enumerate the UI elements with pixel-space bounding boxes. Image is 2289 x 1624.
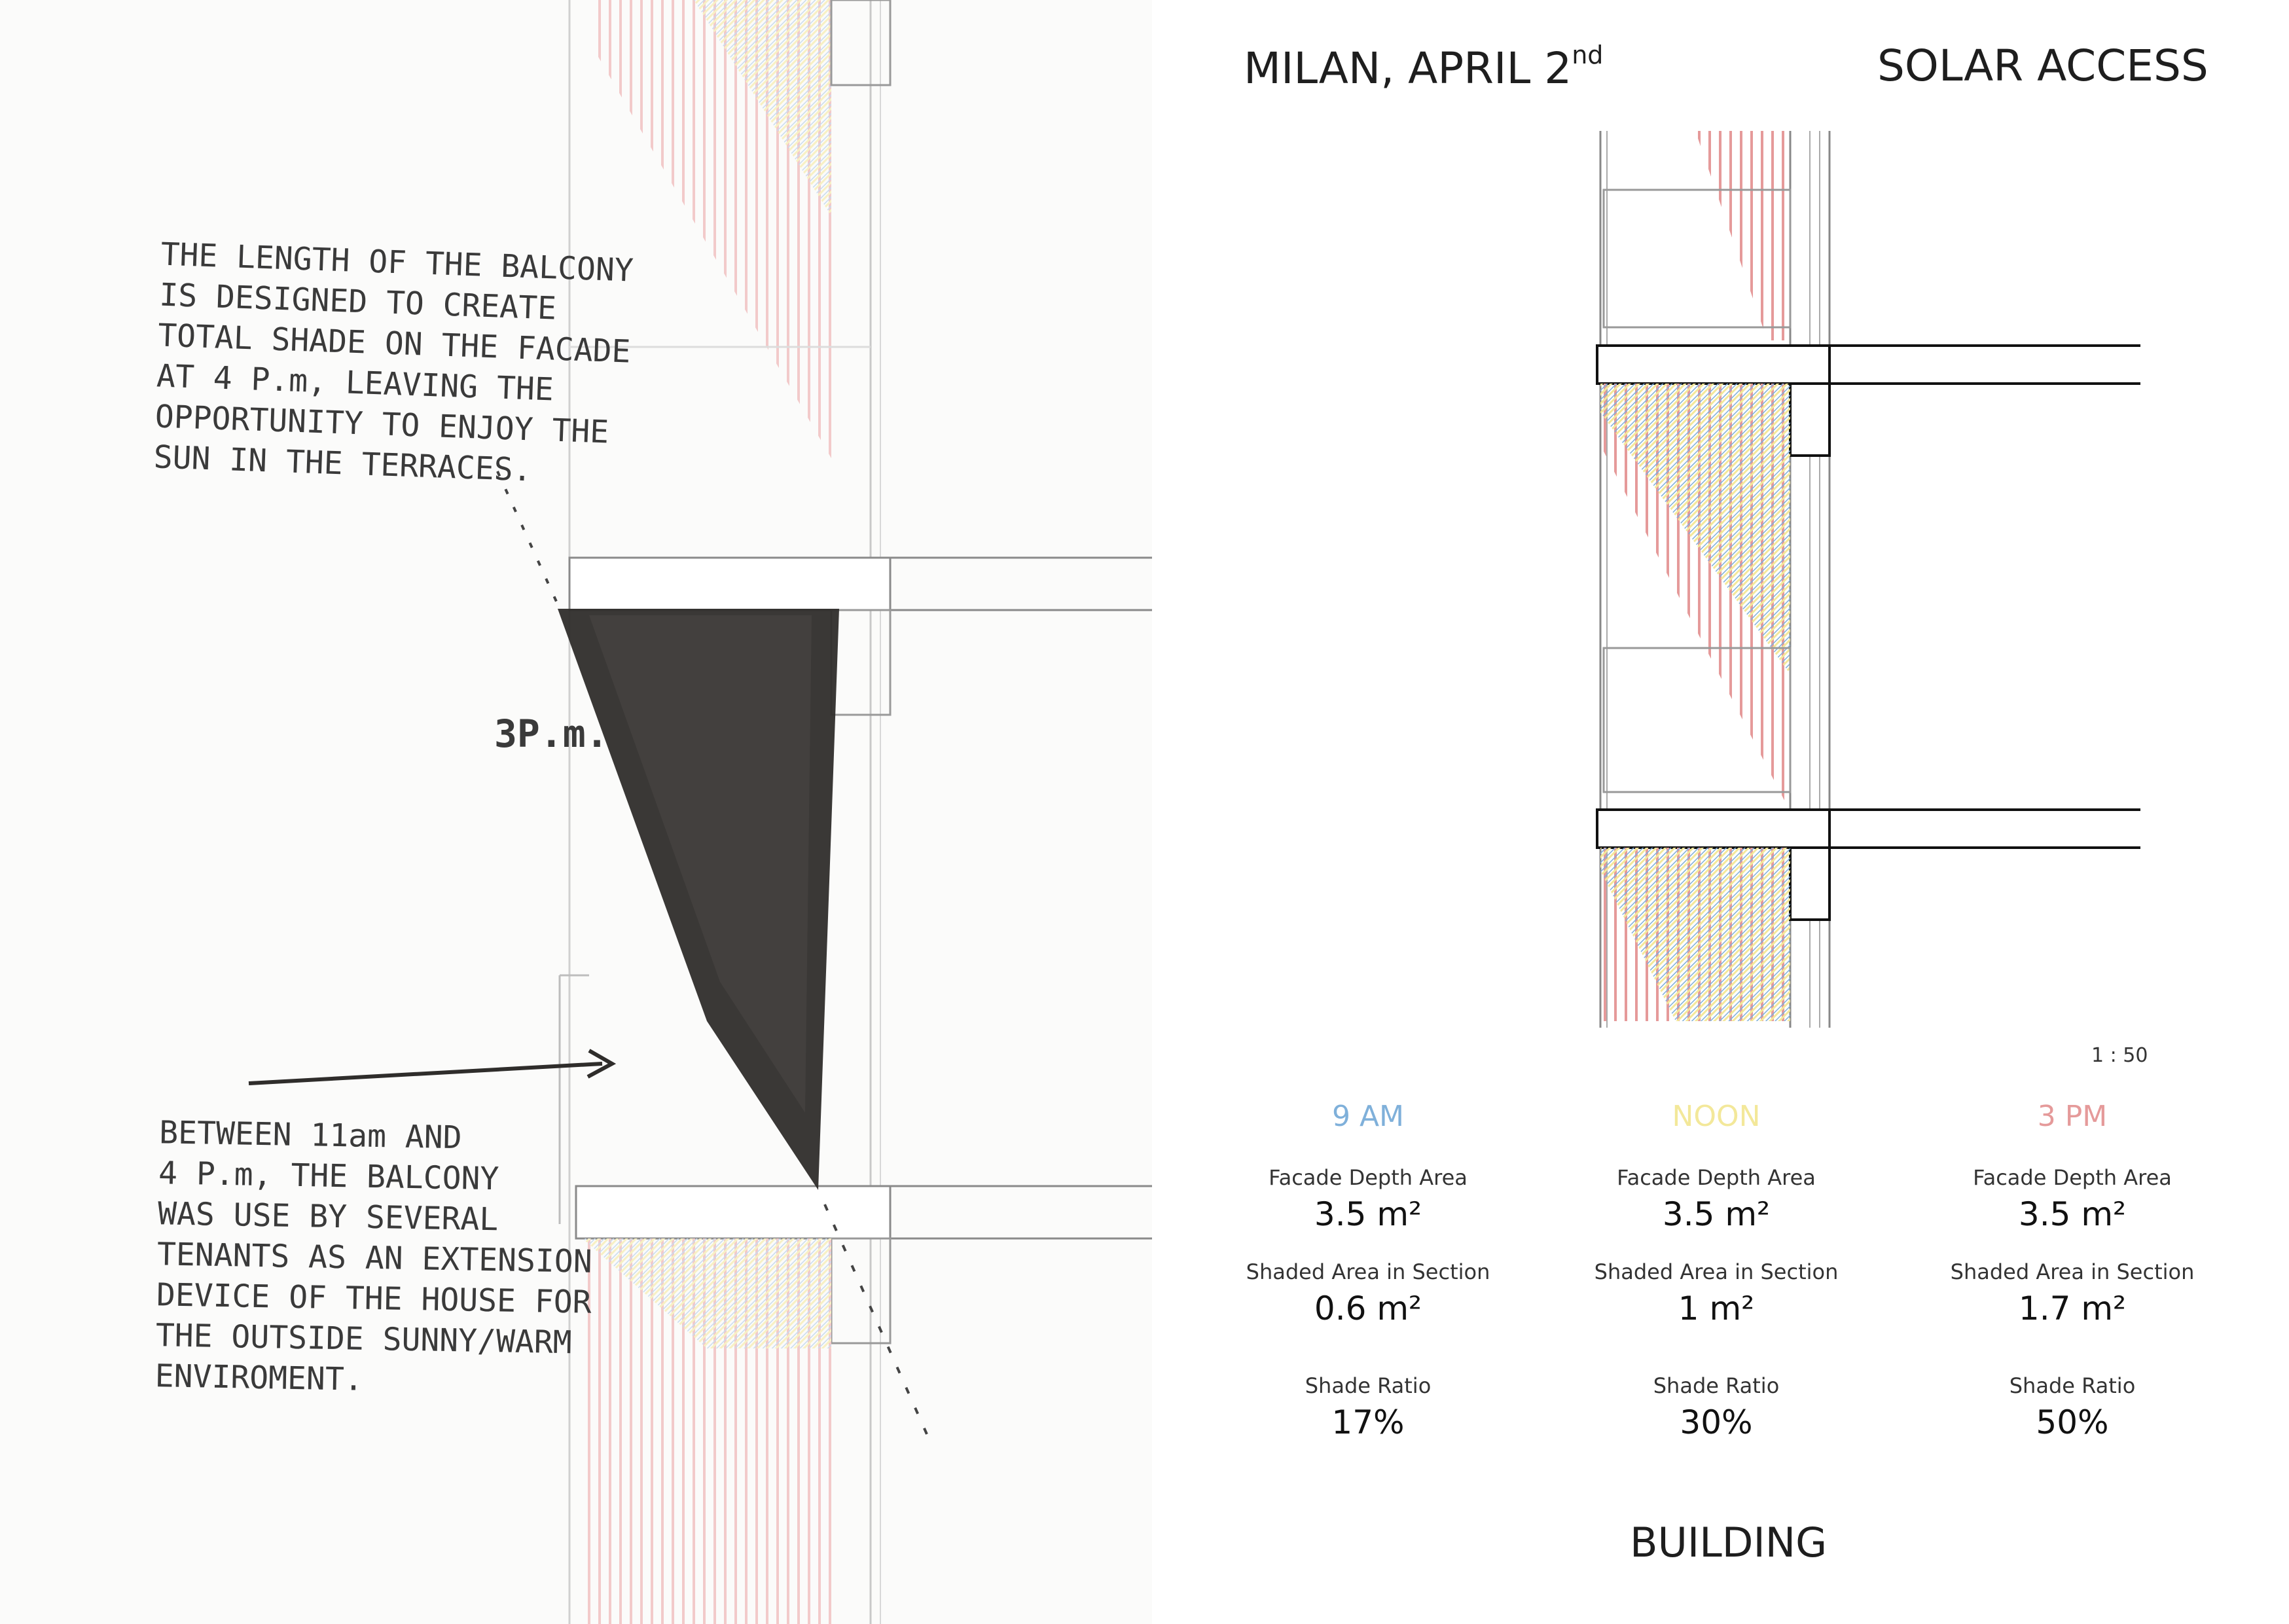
column-time-label: 9 AM xyxy=(1331,1100,1405,1133)
page-title xyxy=(1244,41,1603,94)
footer-title: BUILDING xyxy=(1630,1519,1828,1566)
facade-depth-value: 3.5 m² xyxy=(2018,1195,2127,1233)
note-top: THE LENGTH OF THE BALCONY IS DESIGNED TO CREATE TOTAL SHADE ON THE FACADE AT 4 P.m, LEAVING THE OPPORTUNITY TO ENJOY THE SUN IN THE TERRACES. xyxy=(153,236,634,489)
scale-label: 1 : 50 xyxy=(2091,1044,2148,1067)
title-ordinal-suffix: nd xyxy=(1572,41,1604,69)
shaded-area-value: 1 m² xyxy=(1678,1290,1755,1327)
column-noon xyxy=(1540,1100,1893,1441)
shaded-area-value: 1.7 m² xyxy=(2018,1290,2127,1327)
shade-ratio-label: Shade Ratio xyxy=(1305,1373,1432,1398)
shade-ratio-label: Shade Ratio xyxy=(2009,1373,2136,1398)
title-location: MILAN, APRIL 2 xyxy=(1244,43,1572,94)
shade-ratio-value: 50% xyxy=(2036,1403,2109,1441)
note-bottom: BETWEEN 11am AND 4 P.m, THE BALCONY WAS USE BY SEVERAL TENANTS AS AN EXTENSION DEVICE OF THE HOUSE FOR THE OUTSIDE SUNNY/WARM ENVIROMENT. xyxy=(154,1114,593,1398)
shade-ratio-label: Shade Ratio xyxy=(1653,1373,1780,1398)
shaded-area-label: Shaded Area in Section xyxy=(1246,1259,1490,1284)
shade-ratio-value: 30% xyxy=(1680,1403,1753,1441)
column-time-label: 3 PM xyxy=(2037,1100,2108,1133)
shade-ratio-value: 17% xyxy=(1331,1403,1405,1441)
shaded-area-label: Shaded Area in Section xyxy=(1950,1259,2195,1284)
column-9am xyxy=(1191,1100,1545,1441)
right-section-drawing xyxy=(1597,131,2140,1028)
facade-depth-label: Facade Depth Area xyxy=(1617,1165,1816,1190)
column-3pm xyxy=(1896,1100,2249,1441)
facade-depth-value: 3.5 m² xyxy=(1314,1195,1422,1233)
shaded-area-label: Shaded Area in Section xyxy=(1594,1259,1839,1284)
shaded-area-value: 0.6 m² xyxy=(1314,1290,1422,1327)
column-time-label: NOON xyxy=(1672,1100,1761,1133)
page-subject: SOLAR ACCESS xyxy=(1877,41,2208,91)
facade-depth-label: Facade Depth Area xyxy=(1269,1165,1468,1190)
note-time-mark: 3P.m. xyxy=(494,712,609,756)
facade-depth-value: 3.5 m² xyxy=(1662,1195,1771,1233)
facade-depth-label: Facade Depth Area xyxy=(1973,1165,2172,1190)
